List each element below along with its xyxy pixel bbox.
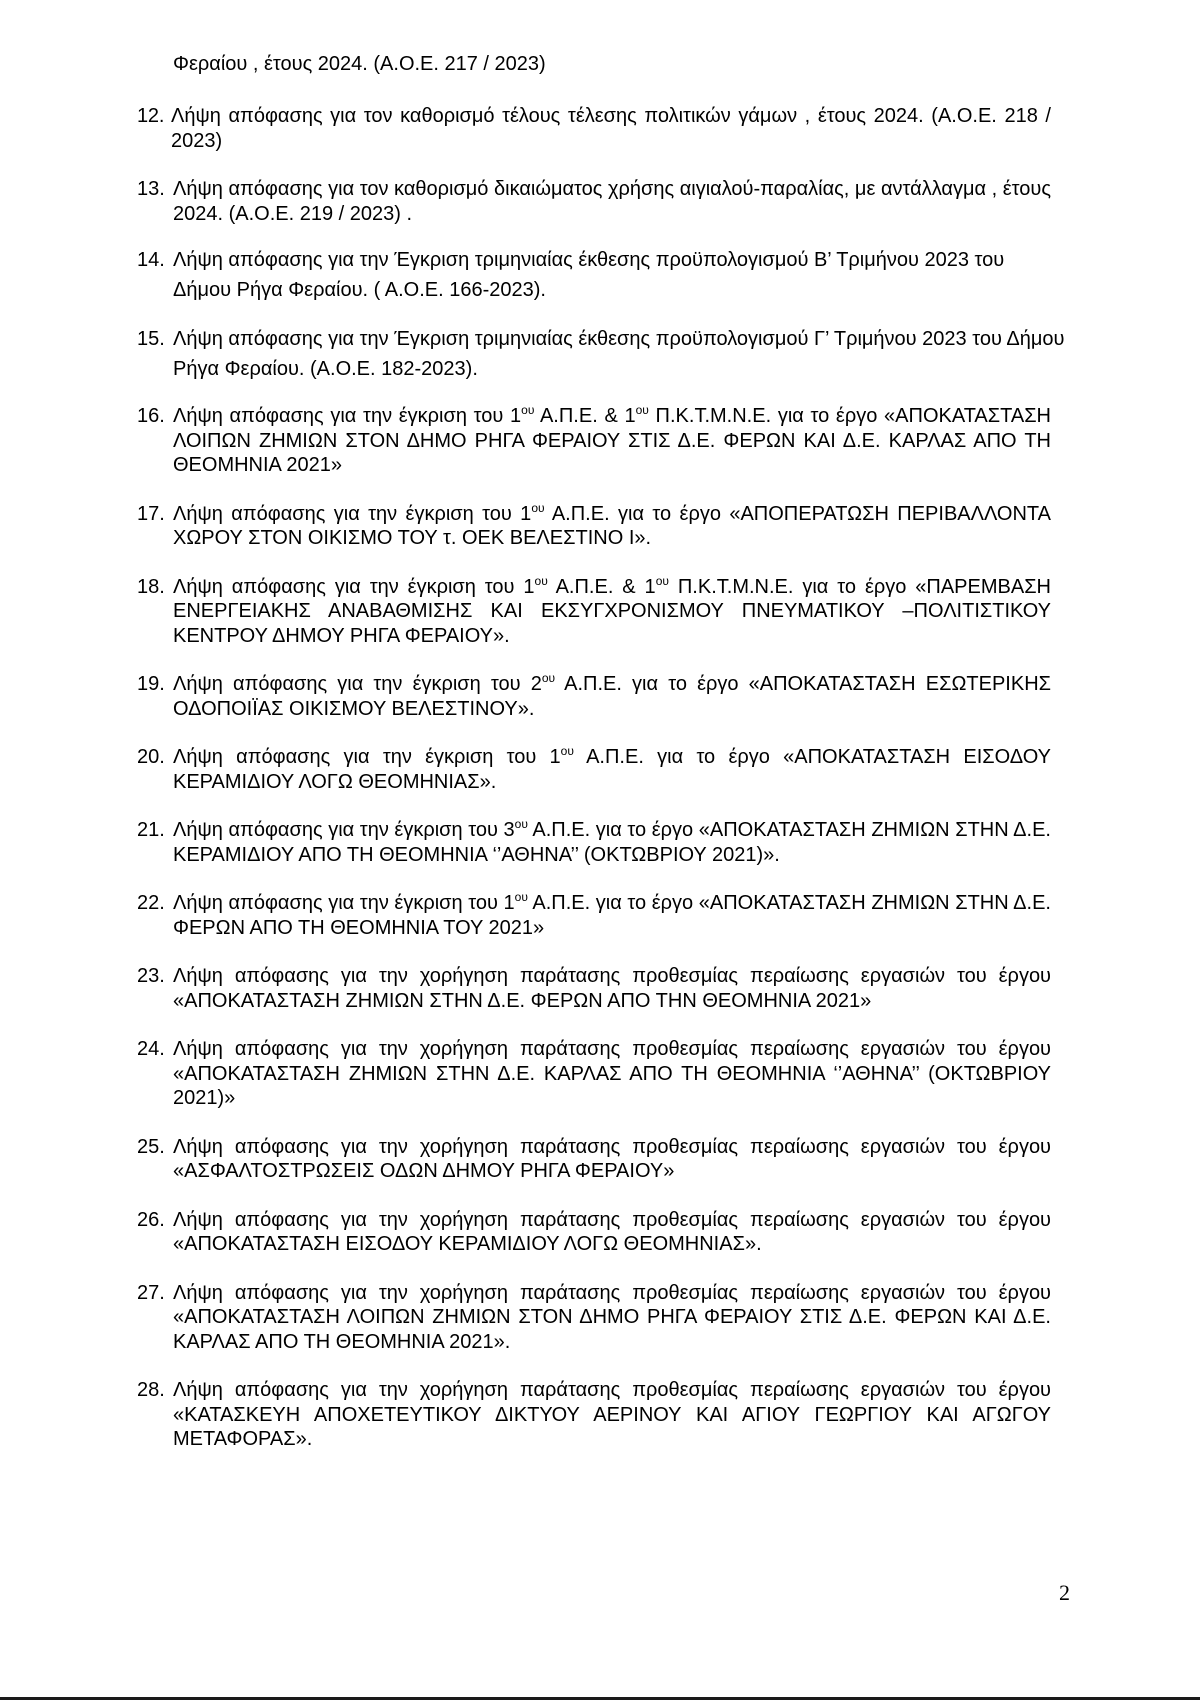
item-number: 26.: [137, 1208, 165, 1231]
item-number: 24.: [137, 1038, 165, 1060]
item-text: Λήψη απόφασης για την έγκριση του $1^{o\upsilon}$ Α.Π.Ε. για το έργο «ΑΠΟΚΑΤΑΣΤΑΣΗ ΕΙΣΟΔΟΥ ΚΕΡΑΜΙΔΙΟΥ ΛΟΓΩ ΘΕΟΜΗΝΙΑΣ».: [173, 744, 1051, 793]
agenda-item-21: [137, 818, 1051, 867]
item-number: 18.: [137, 575, 165, 598]
continued-item-text: Φεραίου , έτους 2024. (Α.Ο.Ε. 217 / 2023): [173, 53, 546, 75]
agenda-item-19: [137, 672, 1051, 721]
item-number: 23.: [137, 965, 165, 987]
item-number: 25.: [137, 1135, 165, 1158]
item-text: Λήψη απόφασης για την χορήγηση παράτασης προθεσμίας περαίωσης εργασιών του έργου «ΑΠΟΚΑΤΑΣΤΑΣΗ ΖΗΜΙΩΝ ΣΤΗΝ Δ.Ε. ΚΑΡΛΑΣ ΑΠΟ ΤΗ ΘΕΟΜΗΝΙΑ ‘’ΑΘΗΝΑ’’ (ΟΚΤΩΒΡΙΟΥ 2021)»: [173, 1038, 1051, 1109]
item-number: 13.: [137, 178, 165, 200]
page-number: 2: [1059, 1580, 1070, 1605]
agenda-item-24: [137, 1037, 1051, 1111]
item-number: 17.: [137, 502, 165, 525]
item-text: Λήψη απόφασης για την έγκριση του $1^{o\upsilon}$ Α.Π.Ε. για το έργο «ΑΠΟΚΑΤΑΣΤΑΣΗ ΖΗΜΙΩΝ ΣΤΗΝ Δ.Ε. ΦΕΡΩΝ ΑΠΟ ΤΗ ΘΕΟΜΗΝΙΑ ΤΟΥ 2021»: [173, 890, 1051, 939]
item-text: Λήψη απόφασης για την έγκριση του $2^{o\upsilon}$ Α.Π.Ε. για το έργο «ΑΠΟΚΑΤΑΣΤΑΣΗ ΕΣΩΤΕΡΙΚΗΣ ΟΔΟΠΟΙΪΑΣ ΟΙΚΙΣΜΟΥ ΒΕΛΕΣΤΙΝΟΥ».: [173, 671, 1051, 720]
agenda-item-23: [137, 964, 1051, 1013]
agenda-item-27: [137, 1281, 1051, 1355]
agenda-item-12: [137, 104, 1051, 153]
item-text: Λήψη απόφασης για την χορήγηση παράτασης προθεσμίας περαίωσης εργασιών του έργου «ΑΠΟΚΑΤΑΣΤΑΣΗ ΕΙΣΟΔΟΥ ΚΕΡΑΜΙΔΙΟΥ ΛΟΓΩ ΘΕΟΜΗΝΙΑΣ».: [173, 1208, 1051, 1255]
item-number: 21.: [137, 819, 165, 841]
agenda-list: [137, 104, 1065, 1452]
agenda-item-25: [137, 1135, 1051, 1184]
item-text: Λήψη απόφασης για την χορήγηση παράτασης προθεσμίας περαίωσης εργασιών του έργου «ΚΑΤΑΣΚΕΥΗ ΑΠΟΧΕΤΕΥΤΙΚΟΥ ΔΙΚΤΥΟΥ ΑΕΡΙΝΟΥ ΚΑΙ ΑΓΙΟΥ ΓΕΩΡΓΙΟΥ ΚΑΙ ΑΓΩΓΟΥ ΜΕΤΑΦΟΡΑΣ».: [173, 1379, 1051, 1450]
agenda-item-20: [137, 745, 1051, 794]
item-text: Λήψη απόφασης για την έγκριση του $1^{o\upsilon}$ Α.Π.Ε. για το έργο «ΑΠΟΠΕΡΑΤΩΣΗ ΠΕΡΙΒΑΛΛΟΝΤΑ ΧΩΡΟΥ ΣΤΟΝ ΟΙΚΙΣΜΟ ΤΟΥ τ. ΟΕΚ ΒΕΛΕΣΤΙΝΟ Ι».: [173, 500, 1051, 549]
item-text: Λήψη απόφασης για την χορήγηση παράτασης προθεσμίας περαίωσης εργασιών του έργου «ΑΠΟΚΑΤΑΣΤΑΣΗ ΖΗΜΙΩΝ ΣΤΗΝ Δ.Ε. ΦΕΡΩΝ ΑΠΟ ΤΗΝ ΘΕΟΜΗΝΙΑ 2021»: [173, 965, 1051, 1012]
agenda-item-26: [137, 1208, 1051, 1257]
item-text: Λήψη απόφασης για την Έγκριση τριμηνιαίας έκθεσης προϋπολογισμού Β’ Τριμήνου 2023 του Δήμου Ρήγα Φεραίου. ( Α.Ο.Ε. 166-2023).: [173, 249, 1005, 301]
item-text: Λήψη απόφασης για τον καθορισμό δικαιώματος χρήσης αιγιαλού-παραλίας, με αντάλλαγμα , έτους 2024. (Α.Ο.Ε. 219 / 2023) .: [173, 178, 1051, 225]
item-text: Λήψη απόφασης για την χορήγηση παράτασης προθεσμίας περαίωσης εργασιών του έργου «ΑΣΦΑΛΤΟΣΤΡΩΣΕΙΣ ΟΔΩΝ ΔΗΜΟΥ ΡΗΓΑ ΦΕΡΑΙΟΥ»: [173, 1135, 1051, 1182]
item-number: 27.: [137, 1281, 165, 1304]
item-text: Λήψη απόφασης για την έγκριση του $1^{o\upsilon}$ Α.Π.Ε. & $1^{o\upsilon}$ Π.Κ.Τ.Μ.Ν.Ε. για το έργο «ΠΑΡΕΜΒΑΣΗ ΕΝΕΡΓΕΙΑΚΗΣ ΑΝΑΒΑΘΜΙΣΗΣ ΚΑΙ ΕΚΣΥΓΧΡΟΝΙΣΜΟΥ ΠΝΕΥΜΑΤΙΚΟΥ –ΠΟΛΙΤΙΣΤΙΚΟΥ ΚΕΝΤΡΟΥ ΔΗΜΟΥ ΡΗΓΑ ΦΕΡΑΙΟΥ».: [173, 573, 1052, 647]
item-text: Λήψη απόφασης για τον καθορισμό τέλους τέλεσης πολιτικών γάμων , έτους 2024. (Α.Ο.Ε. 218 / 2023): [171, 105, 1051, 152]
agenda-item-16: [137, 404, 1051, 478]
item-number: 16.: [137, 405, 165, 427]
item-text: Λήψη απόφασης για την έγκριση του $1^{o\upsilon}$ Α.Π.Ε. & $1^{o\upsilon}$ Π.Κ.Τ.Μ.Ν.Ε. για το έργο «ΑΠΟΚΑΤΑΣΤΑΣΗ ΛΟΙΠΩΝ ΖΗΜΙΩΝ ΣΤΟΝ ΔΗΜΟ ΡΗΓΑ ΦΕΡΑΙΟΥ ΣΤΙΣ Δ.Ε. ΦΕΡΩΝ ΚΑΙ Δ.Ε. ΚΑΡΛΑΣ ΑΠΟ ΤΗ ΘΕΟΜΗΝΙΑ 2021»: [173, 403, 1052, 476]
agenda-item-18: [137, 575, 1051, 649]
item-text: Λήψη απόφασης για την χορήγηση παράτασης προθεσμίας περαίωσης εργασιών του έργου «ΑΠΟΚΑΤΑΣΤΑΣΗ ΛΟΙΠΩΝ ΖΗΜΙΩΝ ΣΤΟΝ ΔΗΜΟ ΡΗΓΑ ΦΕΡΑΙΟΥ ΣΤΙΣ Δ.Ε. ΦΕΡΩΝ ΚΑΙ Δ.Ε. ΚΑΡΛΑΣ ΑΠΟ ΤΗ ΘΕΟΜΗΝΙΑ 2021».: [173, 1281, 1051, 1353]
item-text: Λήψη απόφασης για την έγκριση του $3^{o\upsilon}$ Α.Π.Ε. για το έργο «ΑΠΟΚΑΤΑΣΤΑΣΗ ΖΗΜΙΩΝ ΣΤΗΝ Δ.Ε. ΚΕΡΑΜΙΔΙΟΥ ΑΠΟ ΤΗ ΘΕΟΜΗΝΙΑ ‘’ΑΘΗΝΑ’’ (ΟΚΤΩΒΡΙΟΥ 2021)».: [173, 817, 1051, 866]
item-number: 19.: [137, 673, 165, 695]
agenda-item-13: [137, 177, 1051, 226]
agenda-item-17: [137, 502, 1051, 551]
agenda-item-28: [137, 1378, 1051, 1452]
agenda-item-22: [137, 891, 1051, 940]
item-number: 20.: [137, 746, 165, 768]
item-number: 22.: [137, 892, 165, 914]
item-number: 28.: [137, 1379, 165, 1401]
item-number: 15.: [137, 328, 165, 350]
agenda-item-15: [137, 324, 1065, 384]
item-text: Λήψη απόφασης για την Έγκριση τριμηνιαίας έκθεσης προϋπολογισμού Γ’ Τριμήνου 2023 του Δήμου Ρήγα Φεραίου. (Α.Ο.Ε. 182-2023).: [173, 328, 1065, 380]
agenda-item-14: [137, 245, 1065, 305]
item-number: 14.: [137, 249, 165, 271]
item-number: 12.: [137, 105, 165, 127]
